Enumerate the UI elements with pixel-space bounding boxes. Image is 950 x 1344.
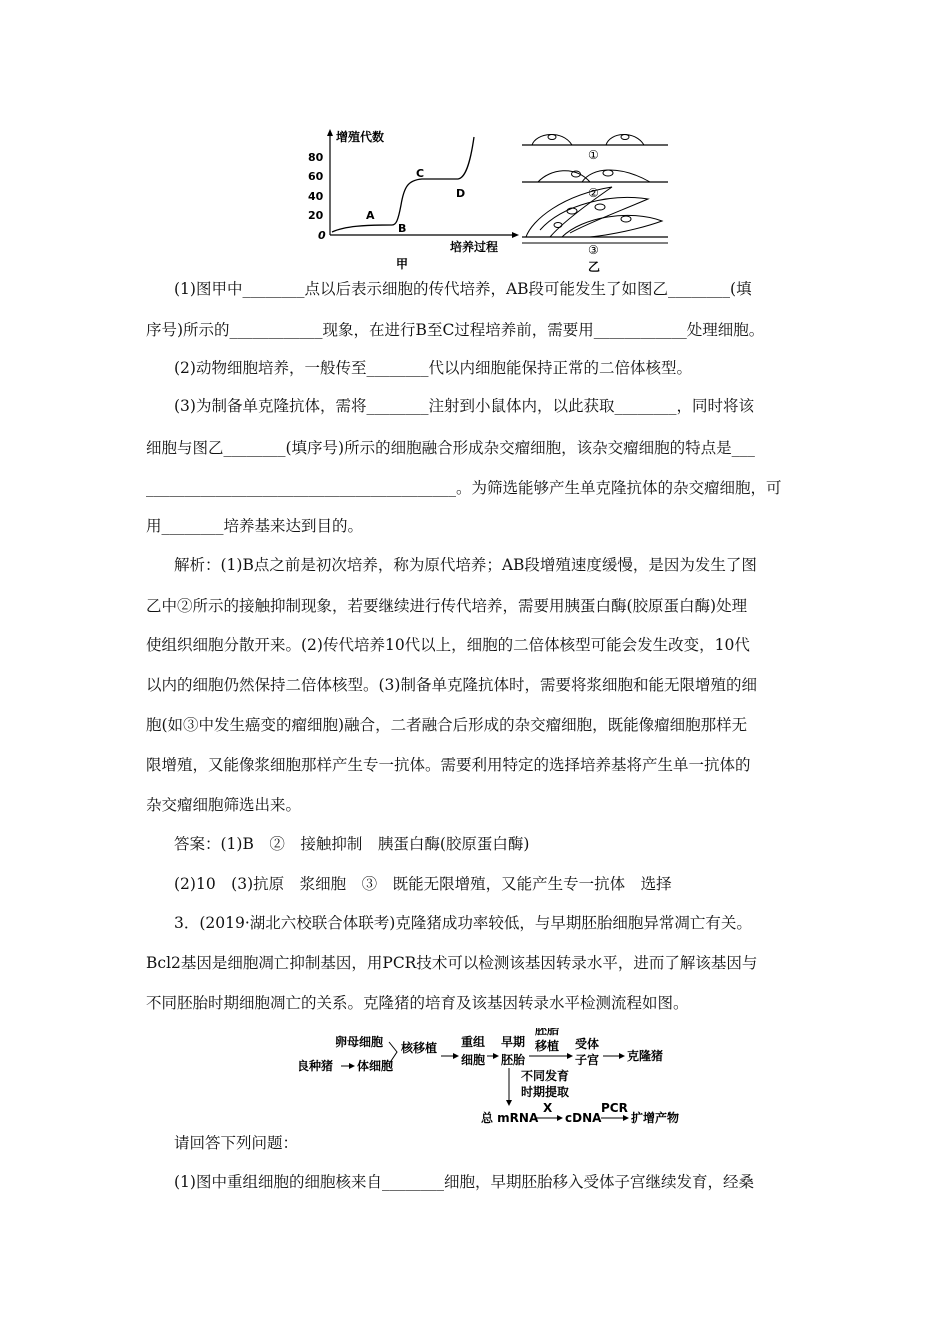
label-3: ③: [588, 243, 599, 257]
label-1: ①: [588, 148, 599, 162]
node-embryo-1: 胚胎: [535, 1028, 560, 1037]
prompt-line: 请回答下列问题：: [174, 1134, 299, 1152]
flow-svg: [295, 1028, 705, 1128]
y-tick-0: 0: [318, 229, 326, 242]
node-pig: 良种猪: [297, 1059, 334, 1073]
analysis-line-6: 限增殖，又能像浆细胞那样产生专一抗体。需要利用特定的选择培养基将产生单一抗体的: [146, 756, 751, 774]
label-pcr: PCR: [601, 1101, 628, 1115]
question3-line-2: Bcl2基因是细胞凋亡抑制基因，用PCR技术可以检测该基因转录水平，进而了解该基因与: [146, 954, 758, 972]
node-transfer: 核移植: [401, 1041, 438, 1055]
text-line-4: (3)为制备单克隆抗体，需将________注射到小鼠体内，以此获取________，同时将该: [174, 397, 754, 415]
cloning-flow-diagram: [295, 1028, 695, 1138]
y-axis-label: 增殖代数: [336, 130, 385, 144]
question3-line-1: 3．(2019·湖北六校联合体联考)克隆猪成功率较低，与早期胚胎细胞异常凋亡有关。: [174, 914, 752, 932]
node-egg: 卵母细胞: [335, 1035, 384, 1049]
x-axis-label: 培养过程: [450, 240, 499, 254]
text-line-3: (2)动物细胞培养，一般传至________代以内细胞能保持正常的二倍体核型。: [174, 359, 692, 377]
text-line-5: 细胞与图乙________(填序号)所示的细胞融合形成杂交瘤细胞，该杂交瘤细胞的特点是___: [146, 439, 755, 457]
y-tick-80: 80: [308, 151, 324, 164]
question3-line-3: 不同胚胎时期细胞凋亡的关系。克隆猪的培育及该基因转录水平检测流程如图。: [146, 994, 689, 1012]
text-line-2: 序号)所示的____________现象，在进行B至C过程培养前，需要用____________处理细胞。: [146, 321, 765, 339]
point-d: D: [456, 187, 466, 200]
analysis-line-4: 以内的细胞仍然保持二倍体核型。(3)制备单克隆抗体时，需要将浆细胞和能无限增殖的细: [146, 676, 757, 694]
point-c: C: [416, 167, 425, 180]
node-amp: 扩增产物: [631, 1111, 680, 1125]
chart-caption: 甲: [396, 257, 409, 271]
question-text: [146, 0, 826, 1344]
point-b: B: [398, 222, 407, 235]
node-diff-1: 不同发育: [521, 1069, 570, 1083]
node-recomb-1: 重组: [461, 1035, 486, 1049]
analysis-line-3: 使组织细胞分散开来。(2)传代培养10代以上，细胞的二倍体核型可能会发生改变，10代: [146, 636, 750, 654]
node-embryo-2: 移植: [535, 1039, 560, 1053]
analysis-line-7: 杂交瘤细胞筛选出来。: [146, 796, 302, 814]
point-a: A: [366, 209, 375, 222]
node-clone: 克隆猪: [627, 1049, 664, 1063]
analysis-line-1: 解析：(1)B点之前是初次培养，称为原代培养；AB段增殖速度缓慢，是因为发生了图: [174, 556, 757, 574]
y-tick-20: 20: [308, 209, 324, 222]
analysis-line-5: 胞(如③中发生癌变的瘤细胞)融合，二者融合后形成的杂交瘤细胞，既能像瘤细胞那样无: [146, 716, 748, 734]
text-line-6: ________________________________________。为筛选能够产生单克隆抗体的杂交瘤细胞，可: [146, 479, 782, 497]
y-tick-60: 60: [308, 170, 324, 183]
analysis-line-2: 乙中②所示的接触抑制现象，若要继续进行传代培养，需要用胰蛋白酶(胶原蛋白酶)处理: [146, 597, 748, 615]
label-2: ②: [588, 186, 599, 200]
node-diff-2: 时期提取: [521, 1085, 570, 1099]
node-host-1: 受体: [575, 1037, 600, 1051]
text-line-7: 用________培养基来达到目的。: [146, 517, 364, 535]
y-tick-40: 40: [308, 190, 324, 203]
text-line-1: (1)图甲中________点以后表示细胞的传代培养，AB段可能发生了如图乙________(填: [174, 280, 752, 298]
node-somatic: 体细胞: [357, 1059, 394, 1073]
node-early-1: 早期: [501, 1035, 526, 1049]
cells-caption: 乙: [588, 260, 601, 274]
question3-sub1-line: (1)图中重组细胞的细胞核来自________细胞，早期胚胎移入受体子宫继续发育，经桑: [174, 1173, 754, 1191]
node-mrna: 总 mRNA: [481, 1111, 539, 1125]
node-recomb-2: 细胞: [461, 1053, 486, 1067]
node-early-2: 胚胎: [501, 1053, 526, 1067]
label-x: X: [543, 1101, 553, 1115]
node-cdna: cDNA: [565, 1111, 602, 1125]
node-host-2: 子宫: [575, 1053, 600, 1067]
answer-line-1: 答案：(1)B ② 接触抑制 胰蛋白酶(胶原蛋白酶): [174, 835, 530, 853]
answer-line-2: (2)10 (3)抗原 浆细胞 ③ 既能无限增殖，又能产生专一抗体 选择: [174, 875, 672, 893]
